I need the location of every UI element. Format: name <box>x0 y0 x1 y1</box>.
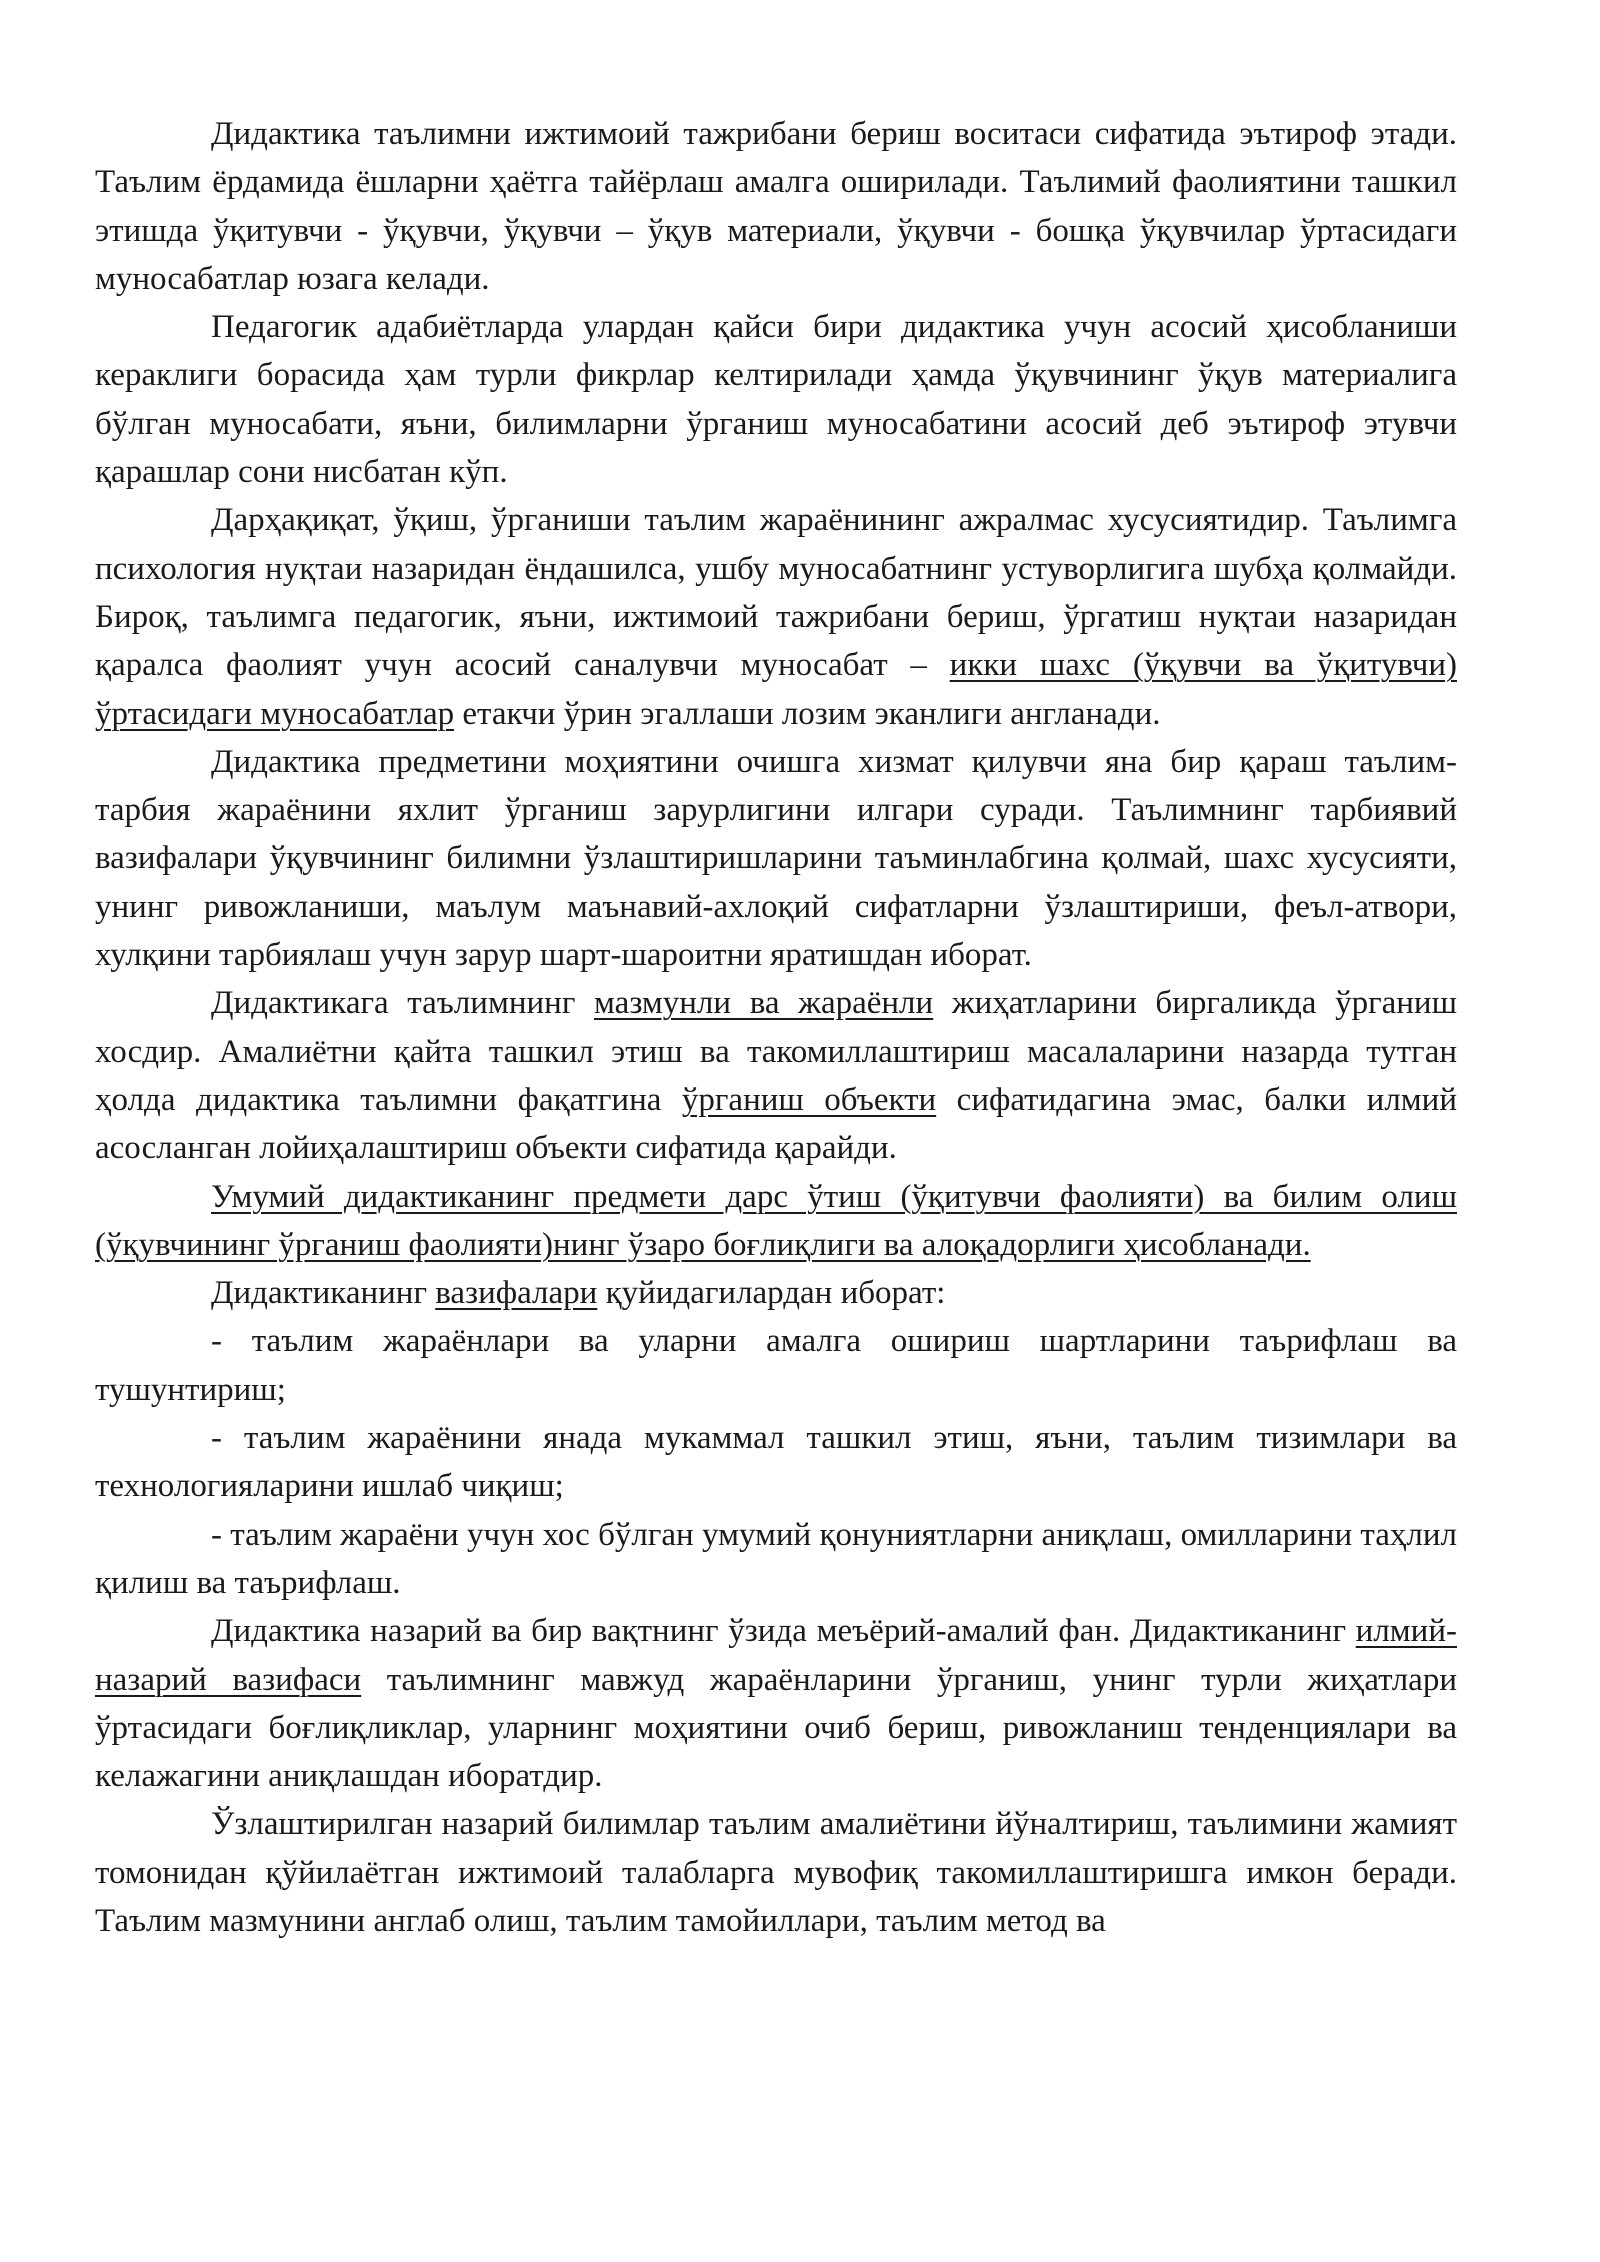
paragraph-5 <box>95 979 1457 1172</box>
underlined-phrase: икки шахс (ўқувчи ва ўқитувчи) ўртасидаги муносабатлар <box>95 647 1457 732</box>
text-segment: - таълим жараёни учун хос бўлган умумий қонуниятларни аниқлаш, омилларини таҳлил қилиш ва таърифлаш. <box>95 1516 1457 1601</box>
text-segment: - таълим жараёнини янада мукаммал ташкил этиш, яъни, таълим тизимлари ва технологияларини ишлаб чиқиш; <box>95 1420 1457 1505</box>
text-segment: қуйидагилардан иборат: <box>597 1275 946 1312</box>
underlined-phrase: илмий-назарий вазифаси <box>95 1613 1457 1698</box>
text-segment: Дидактика таълимни ижтимоий тажрибани бериш воситаси сифатида эътироф этади. Таълим ёрдамида ёшларни ҳаётга тайёрлаш амалга оширилади. Таълимий фаолиятини ташкил этишда ўқитувчи - ўқувчи, ўқувчи – ўқув материали, ўқувчи - бошқа ўқувчилар ўртасидаги муносабатлар юзага келади. <box>95 116 1457 297</box>
underlined-phrase: Умумий дидактиканинг предмети дарс ўтиш (ўқитувчи фаолияти) ва билим олиш (ўқувчининг ўрганиш фаолияти)нинг ўзаро боғлиқлиги ва алоқадорлиги ҳисобланади. <box>95 1178 1457 1263</box>
document-page <box>95 110 1457 1945</box>
text-segment: сифатидагина эмас, балки илмий асосланган лойиҳалаштириш объекти сифатида қарайди. <box>95 1081 1457 1167</box>
text-segment: Педагогик адабиётларда улардан қайси бири дидактика учун асосий ҳисобланиши кераклиги борасида ҳам турли фикрлар келтирилади ҳамда ўқувчининг ўқув материалига бўлган муносабати, яъни, билимларни ўрганиш муносабатини асосий деб эътироф этувчи қарашлар сони нисбатан кўп. <box>95 309 1457 491</box>
text-segment: - таълим жараёнлари ва уларни амалга ошириш шартларини таърифлаш ва тушунтириш; <box>95 1323 1457 1408</box>
paragraph-4 <box>95 738 1457 979</box>
paragraph-6 <box>95 1173 1457 1270</box>
text-segment: таълимнинг мавжуд жараёнларини ўрганиш, унинг турли жиҳатлари ўртасидаги боғлиқликлар, уларнинг моҳиятини очиб бериш, ривожланиш тенденциялари ва келажагини аниқлашдан иборатдир. <box>95 1661 1457 1795</box>
text-segment: Дидактиканинг <box>211 1275 436 1312</box>
paragraph-1 <box>95 110 1457 303</box>
paragraph-12 <box>95 1800 1457 1945</box>
underlined-phrase: ўрганиш объекти <box>681 1081 937 1118</box>
list-item <box>95 1511 1457 1608</box>
paragraph-3 <box>95 496 1457 737</box>
text-segment: Дидактикага таълимнинг <box>211 985 595 1022</box>
list-item <box>95 1317 1457 1414</box>
underlined-phrase: мазмунли ва жараёнли <box>594 985 934 1022</box>
paragraph-2 <box>95 303 1457 496</box>
text-segment: жиҳатларини биргаликда ўрганиш хосдир. Амалиётни қайта ташкил этиш ва такомиллаштириш масалаларини назарда тутган ҳолда дидактика таълимни фақатгина <box>95 985 1458 1118</box>
paragraph-7 <box>95 1269 1457 1317</box>
paragraph-11 <box>95 1607 1457 1800</box>
text-segment: Дарҳақиқат, ўқиш, ўрганиши таълим жараёнининг ажралмас хусусиятидир. Таълимга психология нуқтаи назаридан ёндашилса, ушбу муносабатнинг устуворлигига шубҳа қолмайди. Бироқ, таълимга педагогик, яъни, ижтимоий тажрибани бериш, ўргатиш нуқтаи назаридан қаралса фаолият учун асосий саналувчи муносабат – <box>95 502 1457 684</box>
text-segment: етакчи ўрин эгаллаши лозим эканлиги англанади. <box>454 695 1161 732</box>
list-item <box>95 1414 1457 1511</box>
underlined-phrase: вазифалари <box>435 1275 598 1312</box>
text-segment: Дидактика предметини моҳиятини очишга хизмат қилувчи яна бир қараш таълим-тарбия жараёнини яхлит ўрганиш зарурлигини илгари суради. Таълимнинг тарбиявий вазифалари ўқувчининг билимни ўзлаштиришларини таъминлабгина қолмай, шахс хусусияти, унинг ривожланиши, маълум маънавий-ахлоқий сифатларни ўзлаштириши, феъл-атвори, хулқини тарбиялаш учун зарур шарт-шароитни яратишдан иборат. <box>95 743 1457 974</box>
text-segment: Ўзлаштирилган назарий билимлар таълим амалиётини йўналтириш, таълимини жамият томонидан қўйилаётган ижтимоий талабларга мувофиқ такомиллаштиришга имкон беради. Таълим мазмунини англаб олиш, таълим тамойиллари, таълим метод ва <box>95 1806 1457 1939</box>
text-segment: Дидактика назарий ва бир вақтнинг ўзида меъёрий-амалий фан. Дидактиканинг <box>211 1613 1356 1650</box>
